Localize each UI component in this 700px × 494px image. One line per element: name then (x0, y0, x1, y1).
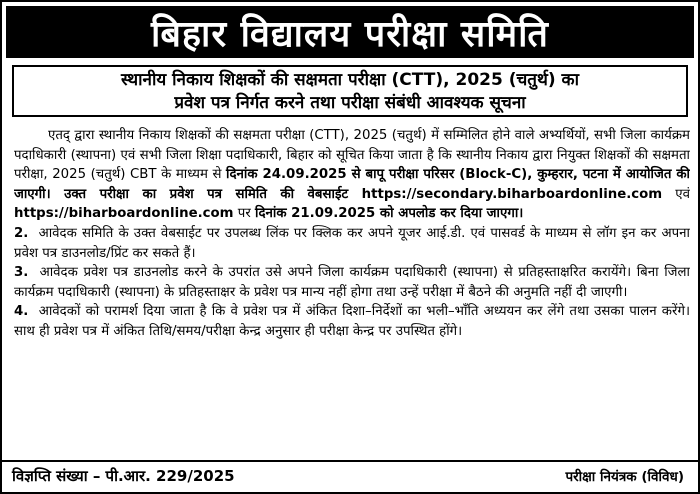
subject-box (12, 65, 688, 117)
para1-joiner: एवं (662, 186, 690, 202)
footer-divider (2, 460, 698, 462)
point-text: आवेदकों को परामर्श दिया जाता है कि वे प्रवेश पत्र में अंकित दिशा–निर्देशों का भली–भाँति अध्ययन कर लेंगे तथा उसका पालन करेंगे। साथ ही प्रवेश पत्र में अंकित तिथि/समय/परीक्षा केन्द्र अनुसार ही परीक्षा केन्द्र पर उपस्थित होंगे। (14, 304, 690, 339)
para1-mid: पर (233, 206, 255, 222)
point-4 (14, 302, 690, 341)
point-text: आवेदक समिति के उक्त वेबसाईट पर उपलब्ध लिंक पर क्लिक कर अपने यूजर आई.डी. एवं पासवर्ड के माध्यम से लॉग इन कर अपना प्रवेश पत्र डाउनलोड/प्रिंट कर सकते हैं। (14, 225, 690, 261)
point-3 (14, 263, 690, 302)
point-text: आवेदक प्रवेश पत्र डाउनलोड करने के उपरांत उसे अपने जिला कार्यक्रम पदाधिकारी (स्थापना) से प्रतिहस्ताक्षरित करायेंगे। बिना जिला कार्यक्रम पदाधिकारी (स्थापना) के प्रतिहस्ताक्षर के प्रवेश पत्र मान्य नहीं होगा तथा उन्हें परीक्षा में बैठने की अनुमति नहीं दी जाएगी। (14, 265, 690, 300)
para1-intro: एतद् द्वारा स्थानीय निकाय शिक्षकों की सक्षमता परीक्षा (CTT), 2025 (चतुर्थ) में सम्मिलित होने वाले अभ्यर्थियों, सभी जिला कार्यक्रम पदाधिकारी (स्थापना) एवं सभी जिला शिक्षा पदाधिकारी, बिहार को सूचित किया जाता है कि स्थानीय निकाय द्वारा नियुक्त शिक्षकों की सक्षमता परीक्षा, 2025 (चतुर्थ) CBT के माध्यम से (14, 128, 690, 183)
subject-line-1: स्थानीय निकाय शिक्षकों की सक्षमता परीक्षा (CTT), 2025 (चतुर्थ) का (121, 70, 579, 90)
notice-body (14, 126, 690, 460)
website-link: https://biharboardonline.com (14, 206, 234, 222)
exam-date-venue-website: दिनांक 24.09.2025 से बापू परीक्षा परिसर (Block-C), कुम्हरार, पटना में आयोजित की जाएगी। उक्त परीक्षा का प्रवेश पत्र समिति की वेबसाईट https://secondary.biharboardonline.com (14, 167, 690, 202)
signatory: परीक्षा नियंत्रक (विविध) (565, 469, 684, 485)
admit-card-upload-date: दिनांक 21.09.2025 को अपलोड कर दिया जाएगा। (255, 206, 524, 222)
point-number: 3. (14, 265, 29, 281)
point-number: 4. (14, 304, 29, 320)
notice-number: विज्ञप्ति संख्या – पी.आर. 229/2025 (12, 467, 235, 485)
subject-line-2: प्रवेश पत्र निर्गत करने तथा परीक्षा संबंधी आवश्यक सूचना (174, 93, 526, 113)
point-2 (14, 224, 690, 263)
point-number: 2. (14, 225, 29, 241)
header-banner (6, 6, 694, 58)
paragraph-1 (14, 126, 690, 224)
board-title: बिहार विद्यालय परीक्षा समिति (151, 13, 549, 55)
